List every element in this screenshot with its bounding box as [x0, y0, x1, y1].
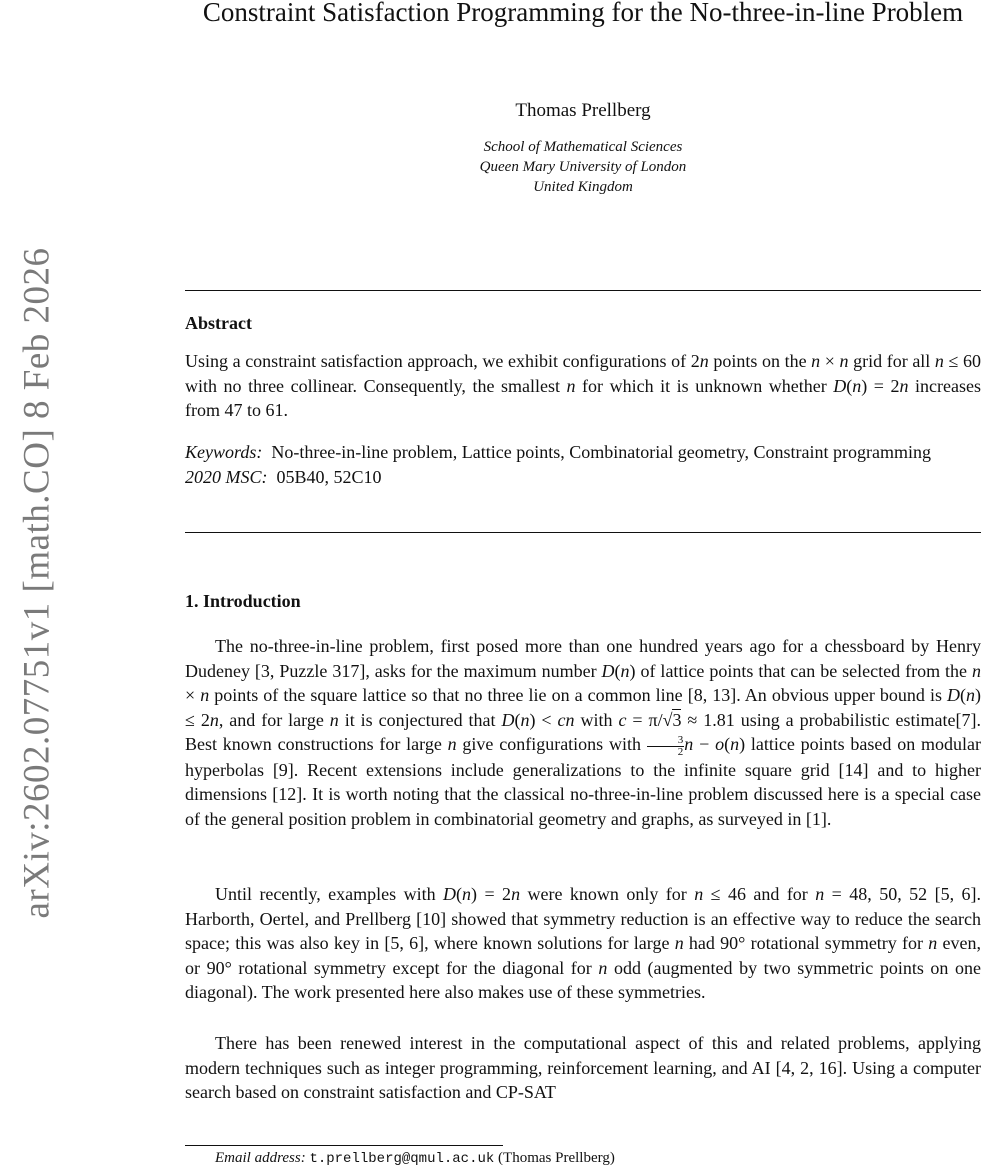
arxiv-stamp-text: arXiv:2602.07751v1 [math.CO] 8 Feb 2026	[16, 247, 58, 919]
footnote	[215, 1150, 615, 1167]
abstract-text: Using a constraint satisfaction approach, we exhibit configurations of 2n points on the n × n grid for all n ≤ 60 with no three collinear. Consequently, the smallest n for which it is unknown whether D(n) = 2n increases from 47 to 61.	[185, 351, 981, 421]
intro-paragraph-2: Until recently, examples with D(n) = 2n were known only for n ≤ 46 and for n = 48, 50, 52 [5, 6]. Harborth, Oertel, and Prellberg [10] showed that symmetry reduction is an effective way to reduce the search space; this was also key in [5, 6], where known solutions for large n had 90° rotational symmetry for n even, or 90° rotational symmetry except for the diagonal for n odd (augmented by two symmetric points on one diagonal). The work presented here also makes use of these symmetries.	[185, 884, 982, 1003]
keywords-label: Keywords:	[185, 442, 263, 462]
keywords-text: No-three-in-line problem, Lattice points, Combinatorial geometry, Constraint programming	[271, 442, 931, 462]
abstract-heading: Abstract	[185, 313, 252, 333]
footnote-email[interactable]: t.prellberg@qmul.ac.uk	[309, 1151, 495, 1167]
intro-paragraph-3: There has been renewed interest in the computational aspect of this and related problems, applying modern techniques such as integer programming, reinforcement learning, and AI [4, 2, 16]. Using a computer search based on constraint satisfaction and CP-SAT	[185, 1033, 981, 1103]
section-heading: 1. Introduction	[185, 591, 301, 611]
intro-paragraph-1: The no-three-in-line problem, first posed more than one hundred years ago for a chessboard by Henry Dudeney [3, Puzzle 317], asks for the maximum number D(n) of lattice points that can be selected from the n × n points of the square lattice so that no three lie on a common line [8, 13]. An obvious upper bound is D(n) ≤ 2n, and for large n it is conjectured that D(n) < cn with c = π/√3 ≈ 1.81 using a probabilistic estimate[7]. Best known constructions for large n give configurations with $\frac{3}{2}$ n − o(n) lattice points based on modular hyperbolas [9]. Recent extensions include generalizations to the infinite square grid [14] and to higher dimensions [12]. It is worth noting that the classical no-three-in-line problem discussed here is a special case of the general position problem in combinatorial geometry and graphs, as surveyed in [1].	[185, 636, 982, 829]
paper-title: Constraint Satisfaction Programming for the No-three-in-line Problem	[202, 0, 964, 27]
msc-codes: 05B40, 52C10	[276, 466, 382, 487]
footnote-name: (Thomas Prellberg)	[498, 1150, 615, 1166]
footnote-rule	[185, 1145, 503, 1146]
affiliation-line-1: School of Mathematical Sciences	[483, 139, 683, 155]
abstract-bottom-rule	[185, 532, 981, 533]
affiliation	[185, 137, 981, 197]
affiliation-line-3: United Kingdom	[533, 179, 633, 195]
keywords-block	[185, 440, 981, 489]
affiliation-line-2: Queen Mary University of London	[479, 159, 687, 175]
footnote-label: Email address:	[215, 1150, 306, 1166]
msc-label: 2020 MSC:	[185, 466, 268, 487]
abstract-top-rule	[185, 290, 981, 291]
arxiv-stamp	[0, 0, 58, 919]
author-name: Thomas Prellberg	[515, 100, 651, 121]
